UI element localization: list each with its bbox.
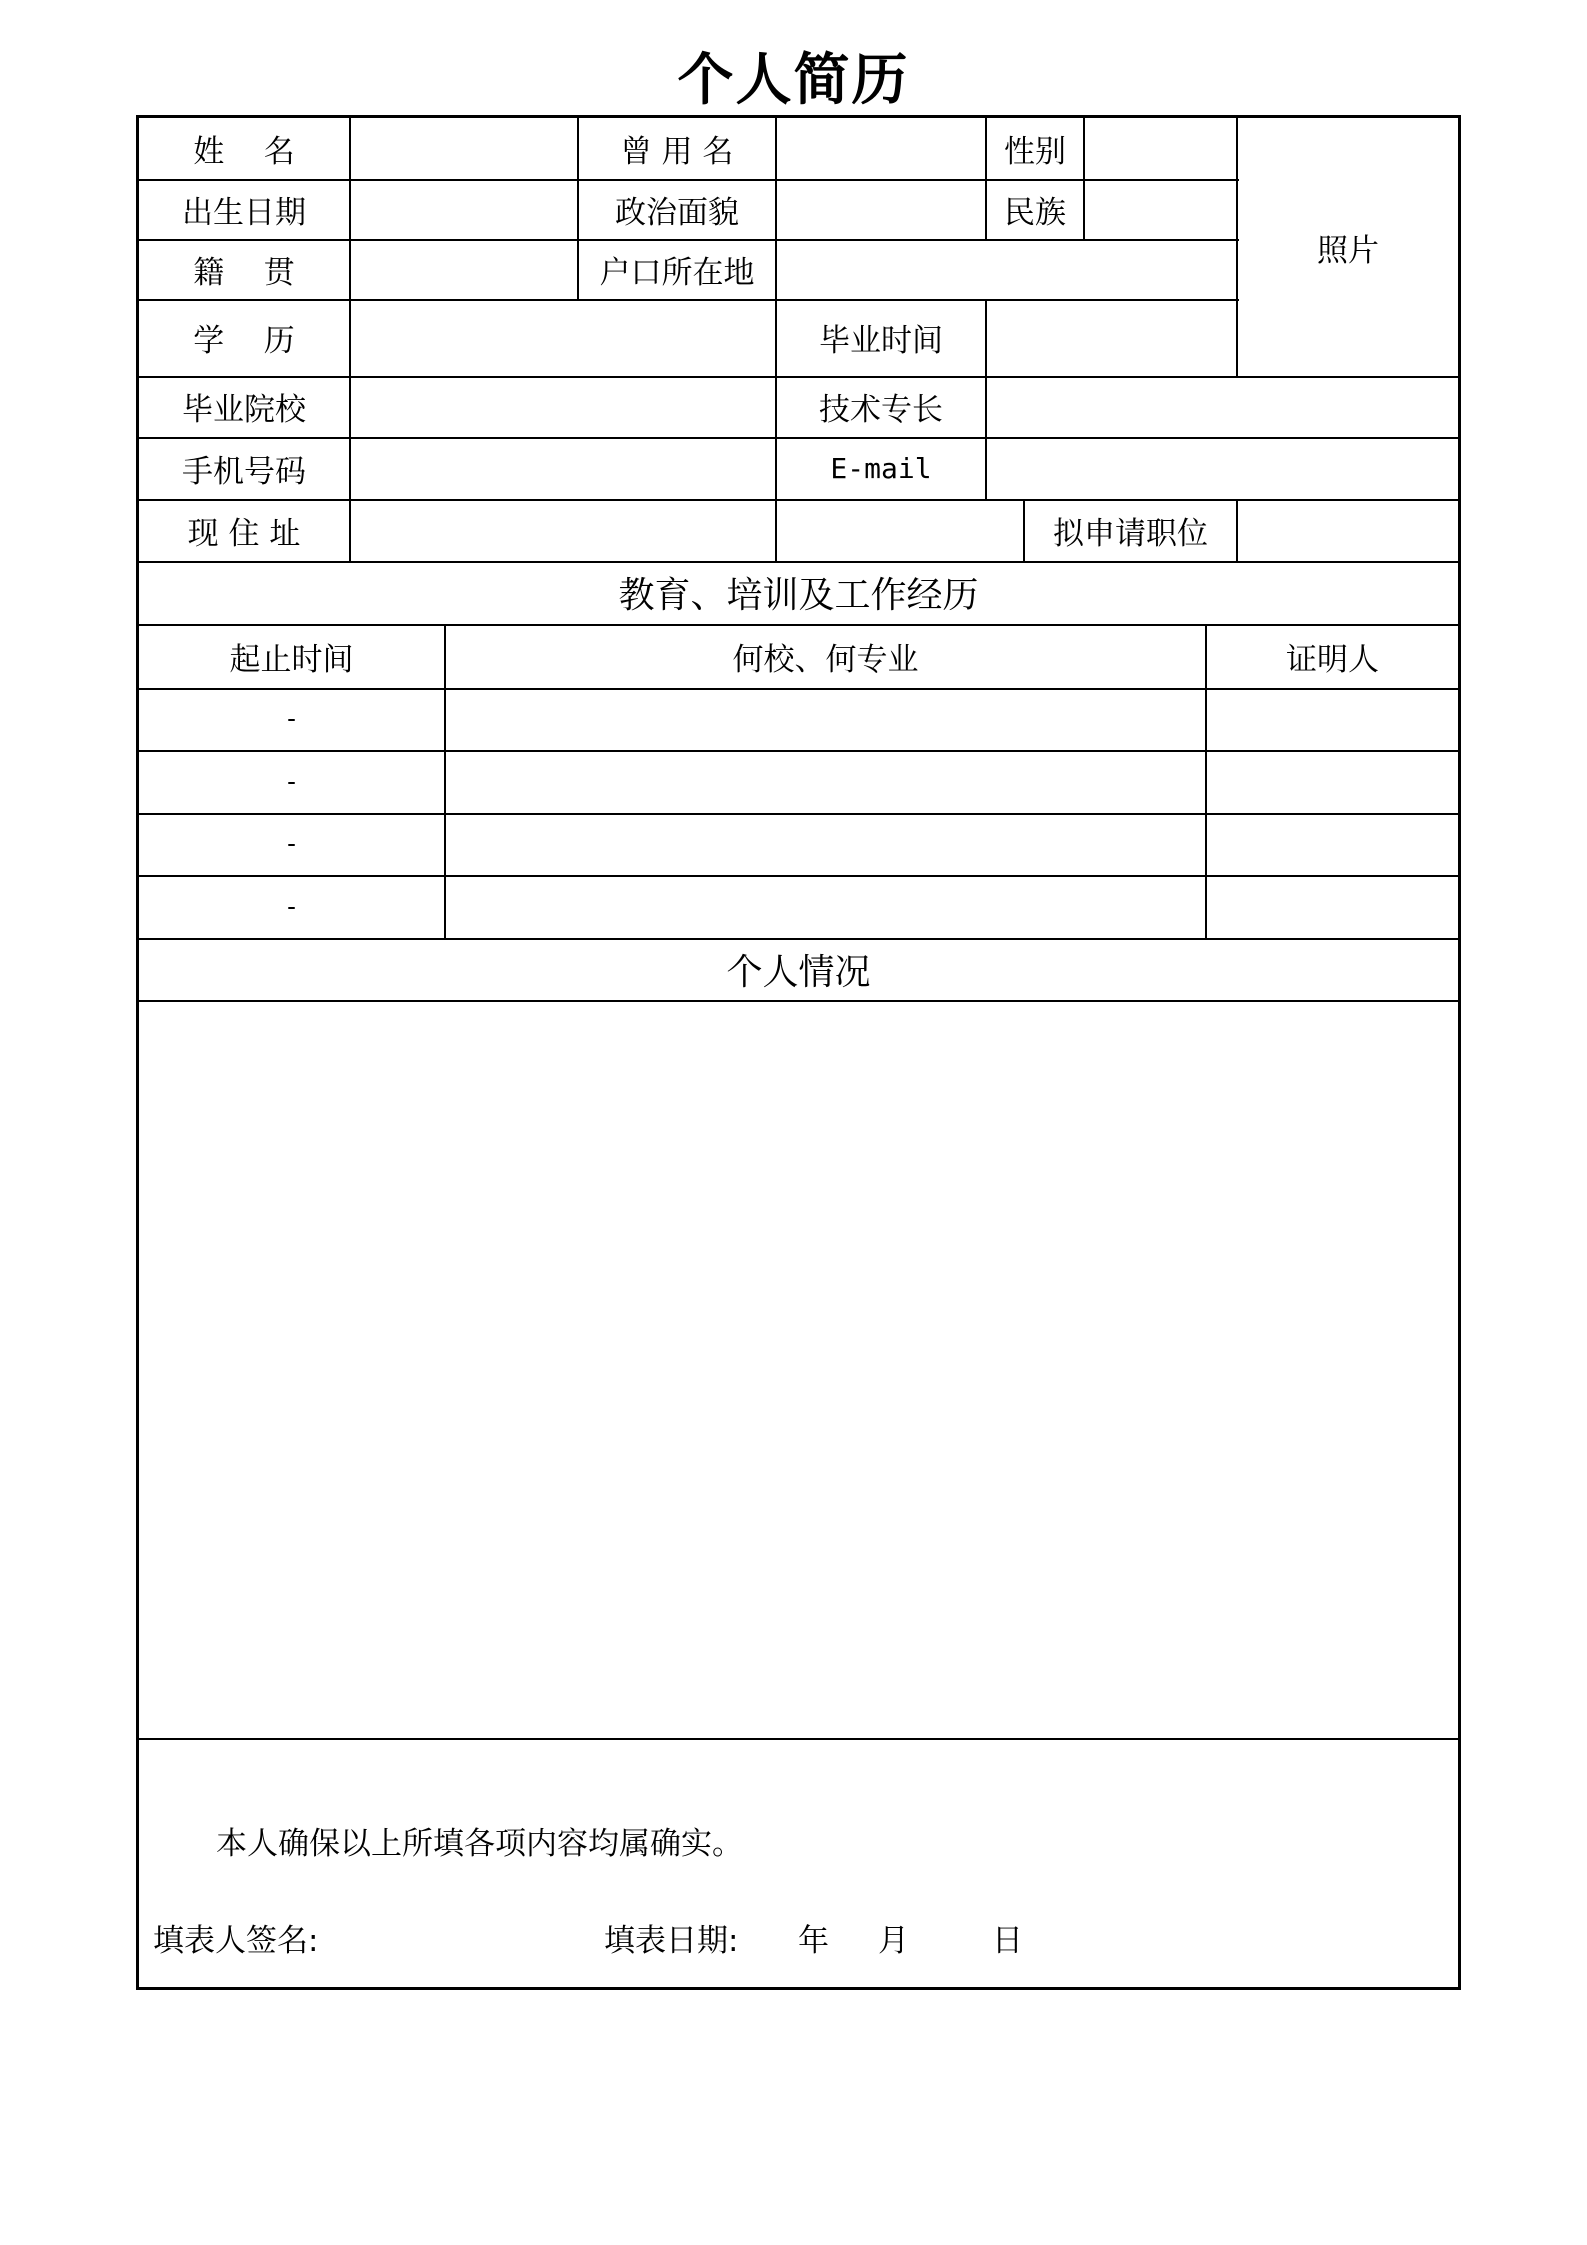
signer-label: 填表人签名: <box>153 1923 319 1959</box>
address-field[interactable] <box>351 501 1023 561</box>
email-label: E-mail <box>830 451 932 485</box>
household-field[interactable] <box>777 241 1236 299</box>
skill-label: 技术专长 <box>819 392 943 428</box>
experience-school-4[interactable] <box>446 877 1205 938</box>
native-place-field[interactable] <box>351 241 577 299</box>
experience-school-1[interactable] <box>446 690 1205 750</box>
school-field[interactable] <box>351 378 775 437</box>
fill-date-label: 填表日期: <box>604 1923 739 1959</box>
name-label: 姓 名 <box>193 134 295 170</box>
former-name-label: 曾 用 名 <box>620 134 734 170</box>
signer-field[interactable] <box>329 1908 589 1956</box>
position-field[interactable] <box>1238 501 1458 561</box>
day-label: 日 <box>992 1923 1023 1959</box>
education-label: 学 历 <box>193 323 295 359</box>
gender-label: 性别 <box>1004 134 1066 170</box>
name-field[interactable] <box>351 118 577 179</box>
birth-date-field[interactable] <box>351 181 577 239</box>
school-major-header: 何校、何专业 <box>732 641 919 678</box>
period-header: 起止时间 <box>229 641 354 678</box>
skill-field[interactable] <box>987 378 1458 437</box>
graduation-time-label: 毕业时间 <box>819 323 943 359</box>
experience-school-2[interactable] <box>446 752 1205 813</box>
gender-field[interactable] <box>1085 118 1236 179</box>
native-place-label: 籍 贯 <box>193 254 295 291</box>
ethnicity-label: 民族 <box>1004 194 1066 231</box>
political-status-field[interactable] <box>777 181 985 239</box>
row-divider <box>139 1738 1458 1740</box>
experience-witness-2[interactable] <box>1207 752 1458 813</box>
experience-period-1[interactable]: - <box>287 704 296 734</box>
graduation-time-field[interactable] <box>987 301 1236 376</box>
education-field[interactable] <box>351 301 775 376</box>
phone-label: 手机号码 <box>182 453 306 490</box>
experience-witness-4[interactable] <box>1207 877 1458 938</box>
phone-field[interactable] <box>351 439 775 499</box>
birth-date-label: 出生日期 <box>182 194 306 231</box>
position-label: 拟申请职位 <box>1053 515 1208 552</box>
year-label: 年 <box>798 1923 829 1959</box>
experience-school-3[interactable] <box>446 815 1205 875</box>
experience-witness-1[interactable] <box>1207 690 1458 750</box>
page-title: 个人简历 <box>677 47 910 113</box>
political-status-label: 政治面貌 <box>615 194 739 231</box>
declaration-statement: 本人确保以上所填各项内容均属确实。 <box>216 1826 743 1862</box>
former-name-field[interactable] <box>777 118 985 179</box>
experience-period-3[interactable]: - <box>287 829 296 859</box>
experience-period-4[interactable]: - <box>287 891 296 922</box>
photo-placeholder[interactable]: 照片 <box>1317 232 1379 269</box>
experience-witness-3[interactable] <box>1207 815 1458 875</box>
household-label: 户口所在地 <box>599 254 755 291</box>
resume-form <box>136 115 1461 1990</box>
experience-section-title: 教育、培训及工作经历 <box>618 575 979 616</box>
email-field[interactable] <box>987 439 1458 499</box>
ethnicity-field[interactable] <box>1085 181 1236 239</box>
month-label: 月 <box>878 1923 909 1959</box>
personal-description-area[interactable] <box>139 1002 1458 1738</box>
experience-period-2[interactable]: - <box>287 766 296 797</box>
witness-header: 证明人 <box>1286 641 1379 678</box>
address-label: 现 住 址 <box>187 515 301 552</box>
school-label: 毕业院校 <box>182 392 306 428</box>
personal-section-title: 个人情况 <box>726 951 871 993</box>
